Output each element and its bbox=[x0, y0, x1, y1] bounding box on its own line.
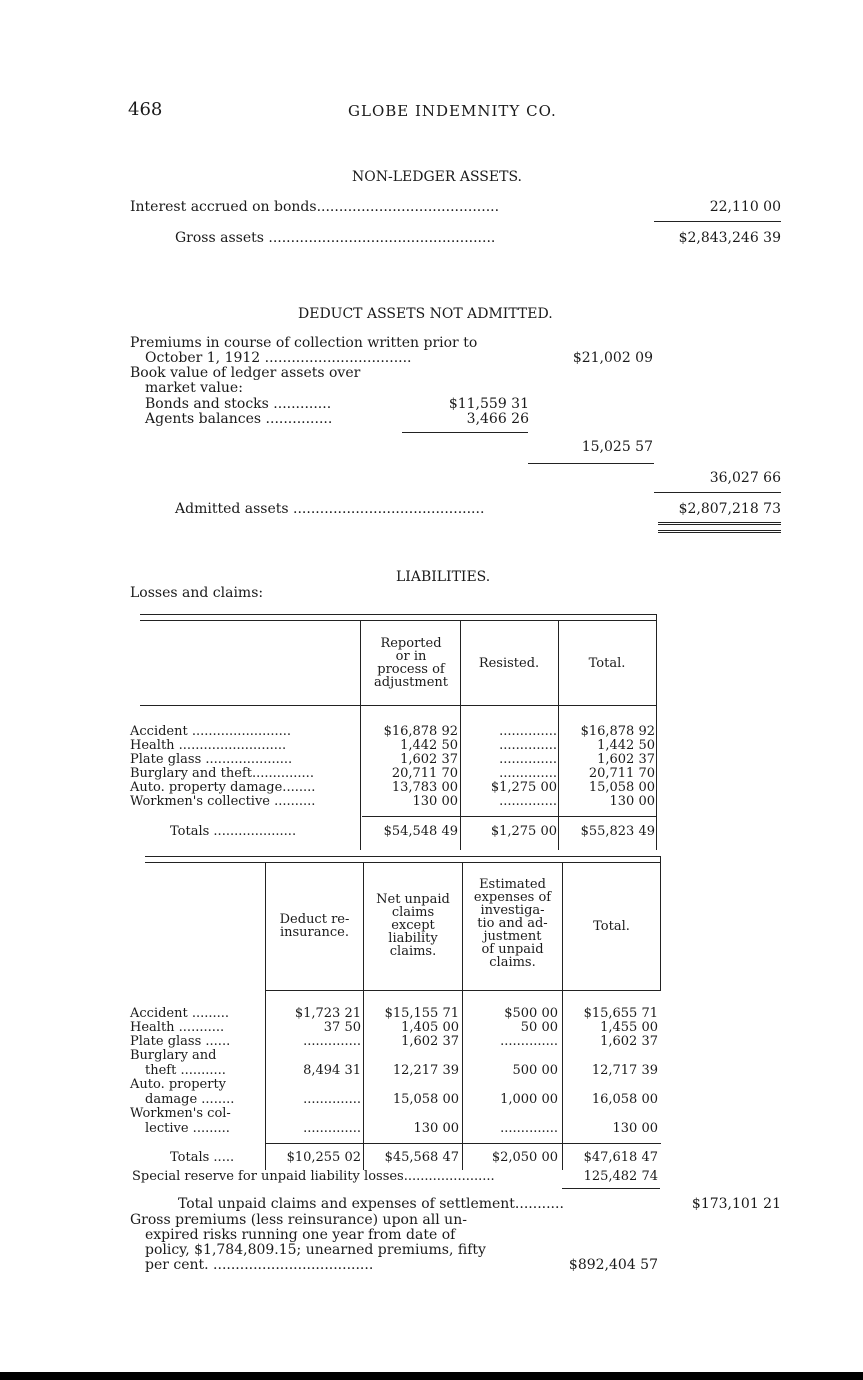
header-total: Total. bbox=[588, 656, 626, 671]
table-cell: 15,058 00 bbox=[588, 780, 655, 795]
table-row-label: Workmen's collective .......... bbox=[130, 794, 316, 809]
table-cell: .............. bbox=[499, 766, 557, 781]
table-row-label: Plate glass ..................... bbox=[130, 752, 293, 767]
totals-deduct: $10,255 02 bbox=[286, 1150, 361, 1165]
page-bottom-border bbox=[0, 1372, 863, 1380]
table-cell: 1,442 50 bbox=[400, 738, 458, 753]
table-row-label: Accident ......... bbox=[130, 1006, 230, 1021]
table-cell: 16,058 00 bbox=[591, 1092, 658, 1107]
table-cell: 130 00 bbox=[609, 794, 655, 809]
table-cell: 130 00 bbox=[612, 1121, 658, 1136]
agents-label: Agents balances ............... bbox=[145, 411, 333, 427]
totals-reported: $54,548 49 bbox=[383, 824, 458, 839]
agents-value: 3,466 26 bbox=[466, 411, 529, 427]
table-cell: 1,455 00 bbox=[600, 1020, 658, 1035]
gross-premiums-line-1: Gross premiums (less reinsurance) upon all un- bbox=[130, 1212, 467, 1228]
totals-resisted: $1,275 00 bbox=[490, 824, 557, 839]
table-cell: 1,405 00 bbox=[401, 1020, 459, 1035]
gross-premiums-line-3: policy, $1,784,809.15; unearned premiums, fifty bbox=[145, 1242, 486, 1258]
table-row-label: Auto. property bbox=[130, 1077, 227, 1092]
table-cell: $15,655 71 bbox=[583, 1006, 658, 1021]
totals-total-2: $47,618 47 bbox=[583, 1150, 658, 1165]
table-cell: 50 00 bbox=[520, 1020, 558, 1035]
table-cell: $15,155 71 bbox=[384, 1006, 459, 1021]
special-reserve-value: 125,482 74 bbox=[583, 1169, 658, 1184]
admitted-assets-value: $2,807,218 73 bbox=[678, 501, 781, 517]
totals-est: $2,050 00 bbox=[491, 1150, 558, 1165]
bonds-label: Bonds and stocks ............. bbox=[145, 396, 332, 412]
book-value-line-1: Book value of ledger assets over bbox=[130, 365, 361, 381]
table-row-label: Accident ........................ bbox=[130, 724, 292, 739]
totals-net: $45,568 47 bbox=[384, 1150, 459, 1165]
interest-value: 22,110 00 bbox=[709, 199, 781, 215]
total-unpaid-label: Total unpaid claims and expenses of settlement........... bbox=[178, 1196, 564, 1212]
header-total-2: Total. bbox=[593, 919, 630, 934]
table-row-label: damage ........ bbox=[145, 1092, 235, 1107]
header-net-unpaid: Net unpaid claims except liability claims. bbox=[376, 892, 450, 959]
table-cell: .............. bbox=[303, 1034, 361, 1049]
table-cell: $1,723 21 bbox=[294, 1006, 361, 1021]
gross-assets-label: Gross assets ................................................... bbox=[175, 230, 496, 246]
table-cell: 37 50 bbox=[323, 1020, 361, 1035]
gross-premiums-value: $892,404 57 bbox=[568, 1257, 658, 1273]
table-cell: .............. bbox=[499, 724, 557, 739]
page-number: 468 bbox=[128, 99, 163, 120]
table-row-label: Workmen's col- bbox=[130, 1106, 231, 1121]
header-deduct-reinsurance: Deduct re- insurance. bbox=[279, 912, 350, 940]
section-title-liabilities: LIABILITIES. bbox=[396, 569, 491, 585]
table-cell: .............. bbox=[499, 738, 557, 753]
table-row-label: Health .......................... bbox=[130, 738, 287, 753]
table-row-label: Burglary and theft............... bbox=[130, 766, 314, 781]
table-cell: 1,000 00 bbox=[500, 1092, 558, 1107]
table-cell: .............. bbox=[499, 794, 557, 809]
header-estimated-expenses: Estimated expenses of investiga- tio and ad- justment of unpaid claims. bbox=[473, 877, 552, 970]
table-cell: .............. bbox=[500, 1034, 558, 1049]
table-cell: .............. bbox=[303, 1092, 361, 1107]
table-row-label: Auto. property damage........ bbox=[130, 780, 316, 795]
table-cell: 1,602 37 bbox=[401, 1034, 459, 1049]
table-cell: 20,711 70 bbox=[588, 766, 655, 781]
running-head: GLOBE INDEMNITY CO. bbox=[348, 102, 557, 120]
book-value-line-2: market value: bbox=[145, 380, 243, 396]
header-resisted: Resisted. bbox=[478, 656, 540, 671]
table-cell: 12,717 39 bbox=[591, 1063, 658, 1078]
premiums-line-2: October 1, 1912 ................................. bbox=[145, 350, 412, 366]
totals-label-2: Totals ..... bbox=[170, 1150, 235, 1165]
table-cell: $16,878 92 bbox=[580, 724, 655, 739]
section-title-deduct: DEDUCT ASSETS NOT ADMITTED. bbox=[298, 306, 553, 322]
table-cell: 15,058 00 bbox=[392, 1092, 459, 1107]
special-reserve-label: Special reserve for unpaid liability losses...................... bbox=[132, 1169, 495, 1184]
gross-premiums-line-4: per cent. .................................... bbox=[145, 1257, 374, 1273]
table-cell: .............. bbox=[500, 1121, 558, 1136]
table-cell: $500 00 bbox=[504, 1006, 558, 1021]
header-reported: Reported or in process of adjustment bbox=[374, 636, 448, 690]
premiums-line-1: Premiums in course of collection written prior to bbox=[130, 335, 478, 351]
table-row-label: Health ........... bbox=[130, 1020, 225, 1035]
interest-label: Interest accrued on bonds......................................... bbox=[130, 199, 500, 215]
table-cell: 13,783 00 bbox=[391, 780, 458, 795]
table-cell: 500 00 bbox=[512, 1063, 558, 1078]
table-cell: .............. bbox=[499, 752, 557, 767]
table-cell: .............. bbox=[303, 1121, 361, 1136]
table-row-label: Burglary and bbox=[130, 1048, 217, 1063]
gross-premiums-line-2: expired risks running one year from date of bbox=[145, 1227, 456, 1243]
totals-total: $55,823 49 bbox=[580, 824, 655, 839]
losses-label: Losses and claims: bbox=[130, 585, 264, 601]
table-cell: 1,442 50 bbox=[597, 738, 655, 753]
total-not-admitted-value: 36,027 66 bbox=[709, 470, 781, 486]
total-unpaid-value: $173,101 21 bbox=[691, 1196, 781, 1212]
table-cell: $1,275 00 bbox=[490, 780, 557, 795]
table-row-label: theft ........... bbox=[145, 1063, 226, 1078]
table-cell: 1,602 37 bbox=[600, 1034, 658, 1049]
admitted-assets-label: Admitted assets ........................................... bbox=[175, 501, 485, 517]
subtotal-value: 15,025 57 bbox=[581, 439, 653, 455]
bonds-value: $11,559 31 bbox=[448, 396, 529, 412]
table-cell: 1,602 37 bbox=[400, 752, 458, 767]
table-row-label: lective ......... bbox=[145, 1121, 230, 1136]
table-cell: 8,494 31 bbox=[303, 1063, 361, 1078]
premiums-value: $21,002 09 bbox=[572, 350, 653, 366]
table-cell: 130 00 bbox=[412, 794, 458, 809]
table-cell: $16,878 92 bbox=[383, 724, 458, 739]
table-cell: 20,711 70 bbox=[391, 766, 458, 781]
table-cell: 12,217 39 bbox=[392, 1063, 459, 1078]
table-row-label: Plate glass ...... bbox=[130, 1034, 231, 1049]
gross-assets-value: $2,843,246 39 bbox=[678, 230, 781, 246]
table-cell: 130 00 bbox=[413, 1121, 459, 1136]
totals-label: Totals .................... bbox=[170, 824, 297, 839]
section-title-non-ledger: NON-LEDGER ASSETS. bbox=[352, 169, 522, 185]
table-cell: 1,602 37 bbox=[597, 752, 655, 767]
